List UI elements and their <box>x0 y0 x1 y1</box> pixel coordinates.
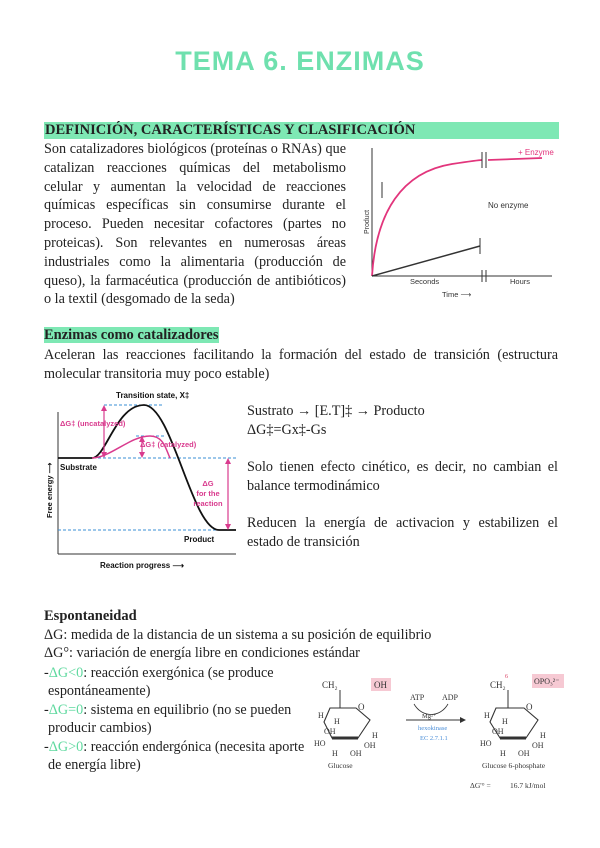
svg-text:HO: HO <box>480 739 492 748</box>
oh-tag: OH <box>374 680 387 690</box>
paragraph-line: Son catalizadores biológicos (proteínas o RNAs) que <box>44 141 346 157</box>
svg-text:OH: OH <box>350 749 362 758</box>
svg-text:OH: OH <box>324 727 336 736</box>
section-heading-spontaneity: Espontaneidad <box>44 608 137 624</box>
paragraph-line: químicas específicas sin consumirse durante el <box>44 197 346 214</box>
svg-text:H: H <box>500 749 506 758</box>
svg-text:OH: OH <box>518 749 530 758</box>
paragraph-line: estado de transición <box>247 533 360 550</box>
paragraph-line: Solo tienen efecto cinético, es decir, no cambian el <box>247 459 558 475</box>
paragraph-line: proceso. Pueden necesitar cofactores (partes no <box>44 216 346 233</box>
y-axis-label: Free energy ⟶ <box>45 462 54 518</box>
mg-label: Mg²⁺ <box>422 713 437 720</box>
paragraph-line: balance termodinámico <box>247 477 380 494</box>
svg-text:6: 6 <box>505 674 508 680</box>
dg-uncatalyzed-label: ΔG‡ (uncatalyzed) <box>60 419 126 428</box>
energy-diagram <box>44 386 240 574</box>
paragraph-line: Reducen la energía de activacion y estabilizen el <box>247 515 558 531</box>
x-axis-label: Reaction progress ⟶ <box>100 561 184 570</box>
condition-exergonic-cont: espontáneamente) <box>48 683 151 699</box>
condition-equilibrium: -ΔG=0: sistema en equilibrio (no se pueden <box>44 702 292 718</box>
svg-text:H: H <box>540 731 546 740</box>
dg-catalyzed-label: ΔG‡ (catalyzed) <box>140 440 197 449</box>
glucose-label: Glucose <box>328 761 353 770</box>
heading-text: Enzimas como catalizadores <box>44 327 219 343</box>
equation-dg: ΔG‡=Gx‡-Gs <box>247 422 327 438</box>
atp-label: ATP <box>410 693 425 702</box>
equation-reaction: Sustrato → [E.T]‡ → Producto <box>247 403 425 419</box>
svg-text:O: O <box>358 702 365 712</box>
svg-text:CH₂: CH₂ <box>490 680 506 690</box>
condition-text: : reacción endergónica (necesita aporte <box>83 739 305 755</box>
opo-tag: OPO₃²⁻ <box>534 677 560 686</box>
condition-endergonic: -ΔG>0: reacción endergónica (necesita aporte <box>44 739 305 755</box>
product-label: Product <box>184 535 215 544</box>
paragraph-line: industriales como la alimentaria (producción de <box>44 253 346 270</box>
svg-text:H: H <box>502 717 508 726</box>
page-title: TEMA 6. ENZIMAS <box>175 46 425 76</box>
enzyme-rate-figure <box>362 142 558 302</box>
paragraph-line: queso), la farmacéutica (producción de antibióticos) <box>44 272 346 289</box>
condition-value: ΔG<0 <box>48 665 84 681</box>
transition-state-label: Transition state, X‡ <box>116 391 190 400</box>
paragraph-line: celular y aumentan la velocidad de reacciones <box>44 178 346 195</box>
condition-value: ΔG=0 <box>48 702 84 718</box>
svg-text:H: H <box>332 749 338 758</box>
y-axis-label: Product <box>364 209 371 234</box>
dg-standard-definition: ΔG°: variación de energía libre en condiciones estándar <box>44 645 360 661</box>
ec-label: EC 2.7.1.1 <box>420 735 448 742</box>
enzyme-label: + Enzyme <box>518 148 554 157</box>
enzyme-curve <box>372 160 482 276</box>
dg-reaction-label: ΔG <box>202 479 214 488</box>
condition-exergonic: -ΔG<0: reacción exergónica (se produce <box>44 665 274 681</box>
svg-text:H: H <box>318 711 324 720</box>
dg-reaction-label: for the <box>196 489 220 498</box>
x-time-label: Time ⟶ <box>442 290 472 299</box>
svg-text:OH: OH <box>532 741 544 750</box>
condition-value: ΔG>0 <box>48 739 84 755</box>
condition-text: : sistema en equilibrio (no se pueden <box>83 702 292 718</box>
dg-reaction-label: reaction <box>193 499 223 508</box>
condition-endergonic-cont: de energía libre) <box>48 757 141 773</box>
svg-text:H: H <box>484 711 490 720</box>
definition-paragraph <box>44 140 346 309</box>
substrate-label: Substrate <box>60 463 97 472</box>
dg-value: 16.7 kJ/mol <box>510 781 546 790</box>
condition-equilibrium-cont: producir cambios) <box>48 720 152 736</box>
paragraph-line: Aceleran las reacciones facilitando la formación del estado de transición (estructura <box>44 347 558 363</box>
paragraph-line: catalizan reacciones químicas del metabolismo <box>44 159 346 176</box>
svg-text:OH: OH <box>492 727 504 736</box>
catalysts-intro <box>44 346 558 384</box>
section-heading-catalysts <box>44 327 219 344</box>
no-enzyme-line <box>372 246 480 276</box>
kinetic-effect-paragraph <box>247 458 558 496</box>
paragraph-line: o la textil (desgomado de la seda) <box>44 291 235 308</box>
condition-text: : reacción exergónica (se produce <box>83 665 274 681</box>
svg-text:H: H <box>334 717 340 726</box>
section-heading-definition: DEFINICIÓN, CARACTERÍSTICAS Y CLASIFICACIÓN <box>44 122 559 139</box>
enzyme-label: hexokinase <box>418 725 448 732</box>
paragraph-line: proteicas). Son relevantes en numerosas áreas <box>44 234 346 251</box>
adp-label: ADP <box>442 693 459 702</box>
svg-text:H: H <box>372 731 378 740</box>
dg-definition: ΔG: medida de la distancia de un sistema a su posición de equilibrio <box>44 627 432 643</box>
svg-text:OH: OH <box>364 741 376 750</box>
g6p-label: Glucose 6-phosphate <box>482 761 546 770</box>
hexokinase-figure <box>310 664 566 792</box>
x-hours-label: Hours <box>510 277 531 286</box>
no-enzyme-label: No enzyme <box>488 201 529 210</box>
activation-energy-paragraph <box>247 514 558 552</box>
svg-text:O: O <box>526 702 533 712</box>
x-seconds-label: Seconds <box>410 277 440 286</box>
dg-label: ΔG'° = <box>470 781 491 790</box>
svg-text:HO: HO <box>314 739 326 748</box>
paragraph-line: molecular transitoria muy poco estable) <box>44 365 270 382</box>
svg-text:CH₂: CH₂ <box>322 680 338 690</box>
